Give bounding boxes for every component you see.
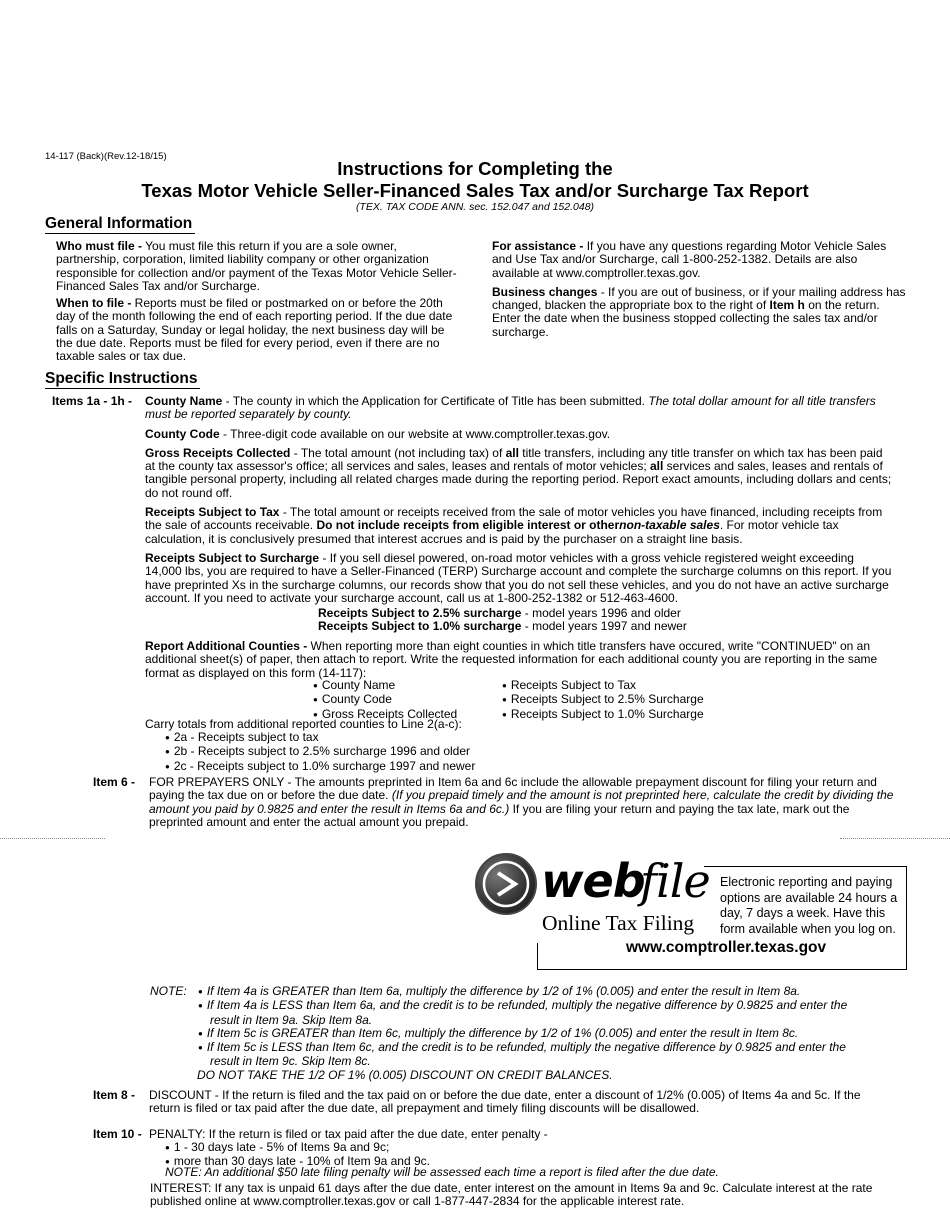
- item-6-label: Item 6 -: [93, 775, 136, 789]
- list-item: ● Receipts Subject to Tax: [502, 679, 704, 693]
- webfile-logo-file: file: [640, 854, 710, 908]
- webfile-arrow-icon: [475, 853, 537, 915]
- specific-instructions-heading: Specific Instructions: [45, 370, 200, 389]
- note-label: NOTE:: [150, 984, 187, 998]
- penalty-note: NOTE: An additional $50 late filing penalty will be assessed each time a report is filed after the due date.: [165, 1165, 719, 1179]
- list-item: ● Receipts Subject to 1.0% Surcharge: [502, 708, 704, 722]
- separator-left: [0, 838, 105, 839]
- general-right-column: [492, 240, 906, 339]
- items-1-body: [145, 395, 893, 605]
- receipts-subject-surcharge-para: Receipts Subject to Surcharge - If you sell diesel powered, on-road motor vehicles with a gross vehicle registered weight exceeding 14,000 lbs, you are required to have a Seller-Financed (TERP) Surcharge account and complete the surcharge columns on this report. If you have preprinted Xs in the surcharge columns, our records show that you do not sell these vehicles, and you do not have an active surcharge account. If you need to activate your surcharge account, call us at 1-800-252-1382 or 512-463-4600.: [145, 550, 892, 605]
- note-footer: DO NOT TAKE THE 1/2 OF 1% (0.005) DISCOUNT ON CREDIT BALANCES.: [197, 1068, 613, 1082]
- form-number: 14-117 (Back)(Rev.12-18/15): [45, 151, 167, 162]
- rac-list-right: [502, 679, 704, 722]
- item-8-label: Item 8 -: [93, 1088, 136, 1102]
- item-10-body: PENALTY: If the return is filed or tax paid after the due date, enter penalty -: [149, 1127, 548, 1141]
- item-10-label: Item 10 -: [93, 1127, 142, 1141]
- list-item: ● 2c - Receipts subject to 1.0% surcharge 1997 and newer: [165, 760, 475, 774]
- surcharge-10: Receipts Subject to 1.0% surcharge - model years 1997 and newer: [318, 619, 687, 634]
- list-item: ● If Item 4a is LESS than Item 6a, and the credit is to be refunded, multiply the negative difference by 0.9825 and enter the result in Item 9a. Skip Item 8a.: [198, 999, 858, 1027]
- item-8-body: DISCOUNT - If the return is filed and the tax paid on or before the due date, enter a discount of 1/2% (0.005) of Items 4a and 5c. If the return is filed or tax paid after the due date, all prepayment and timely filing discounts will be disallowed.: [149, 1088, 861, 1116]
- surcharge-rates: [318, 607, 818, 634]
- list-item: ● If Item 5c is GREATER than Item 6c, multiply the difference by 1/2 of 1% (0.005) and enter the result in Item 8c.: [198, 1027, 858, 1041]
- carry-totals-text: Carry totals from additional reported counties to Line 2(a-c):: [145, 717, 462, 731]
- list-item: ● If Item 4a is GREATER than Item 6a, multiply the difference by 1/2 of 1% (0.005) and enter the result in Item 8a.: [198, 985, 858, 999]
- who-must-file: Who must file - You must file this return if you are a sole owner, partnership, corporation, limited liability company or other organization responsible for collection and/or payment of the Texas Motor Vehicle Seller-Financed Sales Tax and/or Surcharge.: [56, 239, 457, 293]
- list-item: ● 1 - 30 days late - 5% of Items 9a and 9c;: [165, 1141, 430, 1155]
- receipts-subject-tax-para: Receipts Subject to Tax - The total amount or receipts received from the sale of motor vehicles you have financed, including receipts from the sale of accounts receivable. Do not include receipts from eligible interest or othernon-taxable sales. For motor vehicle tax calculation, it is conclusively presumed that interest accrues and is paid by the purchaser on a straight line basis.: [145, 505, 883, 546]
- list-item: ● Gross Receipts Collected: [313, 708, 457, 722]
- list-item: ● County Code: [313, 693, 457, 707]
- list-item: ● If Item 5c is LESS than Item 6c, and the credit is to be refunded, multiply the negative difference by 0.9825 and enter the result in Item 9c. Skip Item 8c.: [198, 1041, 858, 1069]
- webfile-logo-web: web: [541, 854, 645, 908]
- page-title-line1: Instructions for Completing the: [337, 158, 613, 179]
- webfile-description: Electronic reporting and paying options are available 24 hours a day, 7 days a week. Have this form available when you log on.: [720, 875, 898, 936]
- list-item: ● County Name: [313, 679, 457, 693]
- item-6-body: FOR PREPAYERS ONLY - The amounts preprinted in Item 6a and 6c include the allowable prepayment discount for filing your return and paying the tax due on or before the due date. (If you prepaid timely and the amount is not preprinted here, calculate the credit by dividing the amount you paid by 0.9825 and enter the result in Items 6a and 6c.) If you are filing your return and paying the tax late, mark out the preprinted amount and enter the actual amount you prepaid.: [149, 775, 894, 829]
- surcharge-25: Receipts Subject to 2.5% surcharge - model years 1996 and older: [318, 606, 681, 620]
- list-item: ● more than 30 days late - 10% of Item 9a and 9c.: [165, 1155, 430, 1169]
- interest-text: INTEREST: If any tax is unpaid 61 days after the due date, enter interest on the amount in Items 9a and 9c. Calculate interest at the rate published online at www.comptroller.texas.gov or call 1-877-447-2834 for the applicable interest rate.: [150, 1181, 873, 1209]
- page-subtitle: (TEX. TAX CODE ANN. sec. 152.047 and 152.048): [355, 201, 595, 213]
- rac-list-left: [313, 679, 457, 722]
- webfile-logo-subtitle: Online Tax Filing: [542, 911, 695, 935]
- gross-receipts-para: Gross Receipts Collected - The total amount (not including tax) of all title transfers, including any title transfer on which tax has been paid at the county tax assessor's office; all services and sales, leases and rentals of motor vehicles; all services and sales, leases and rentals of tangible personal property, including all related charges made during the reporting period. Report exact amounts, including dollars and cents; do not round off.: [145, 445, 892, 500]
- items-1a-1h-label: Items 1a - 1h -: [52, 394, 133, 408]
- county-name-para: County Name - The county in which the Application for Certificate of Title has been submitted. The total dollar amount for all title transfers must be reported separately by county.: [145, 394, 876, 422]
- list-item: ● 2a - Receipts subject to tax: [165, 731, 475, 745]
- general-info-heading: General Information: [45, 215, 195, 234]
- carry-list: [165, 731, 475, 774]
- business-changes: Business changes - If you are out of business, or if your mailing address has changed, blacken the appropriate box to the right of Item h on the return. Enter the date when the business stopped collecting the sales tax and/or surcharge.: [492, 284, 906, 339]
- general-left-column: [56, 240, 461, 364]
- for-assistance: For assistance - If you have any questions regarding Motor Vehicle Sales and Use Tax and/or Surcharge, call 1-800-252-1382. Details are also available at www.comptroller.texas.gov.: [492, 239, 887, 280]
- county-code-para: County Code - Three-digit code available on our website at www.comptroller.texas.gov.: [145, 426, 611, 441]
- webfile-url[interactable]: www.comptroller.texas.gov: [626, 939, 827, 956]
- page-title-line2: Texas Motor Vehicle Seller-Financed Sales Tax and/or Surcharge Tax Report: [141, 180, 809, 201]
- note-list: [198, 985, 858, 1069]
- separator-right: [840, 838, 950, 839]
- list-item: ● 2b - Receipts subject to 2.5% surcharge 1996 and older: [165, 745, 475, 759]
- when-to-file: When to file - Reports must be filed or postmarked on or before the 20th day of the month following the end of each reporting period. If the due date falls on a Saturday, Sunday or legal holiday, the next business day will be the due date. Reports must be filed for every period, even if there are no taxable sales or tax due.: [56, 296, 453, 364]
- list-item: ● Receipts Subject to 2.5% Surcharge: [502, 693, 704, 707]
- report-additional-counties: Report Additional Counties - When reporting more than eight counties in which title transfers have occured, write "CONTINUED" on an additional sheet(s) of paper, then attach to report. Write the requested information for each additional county you are reporting in the same format as displayed on this form (14-117):: [145, 639, 878, 680]
